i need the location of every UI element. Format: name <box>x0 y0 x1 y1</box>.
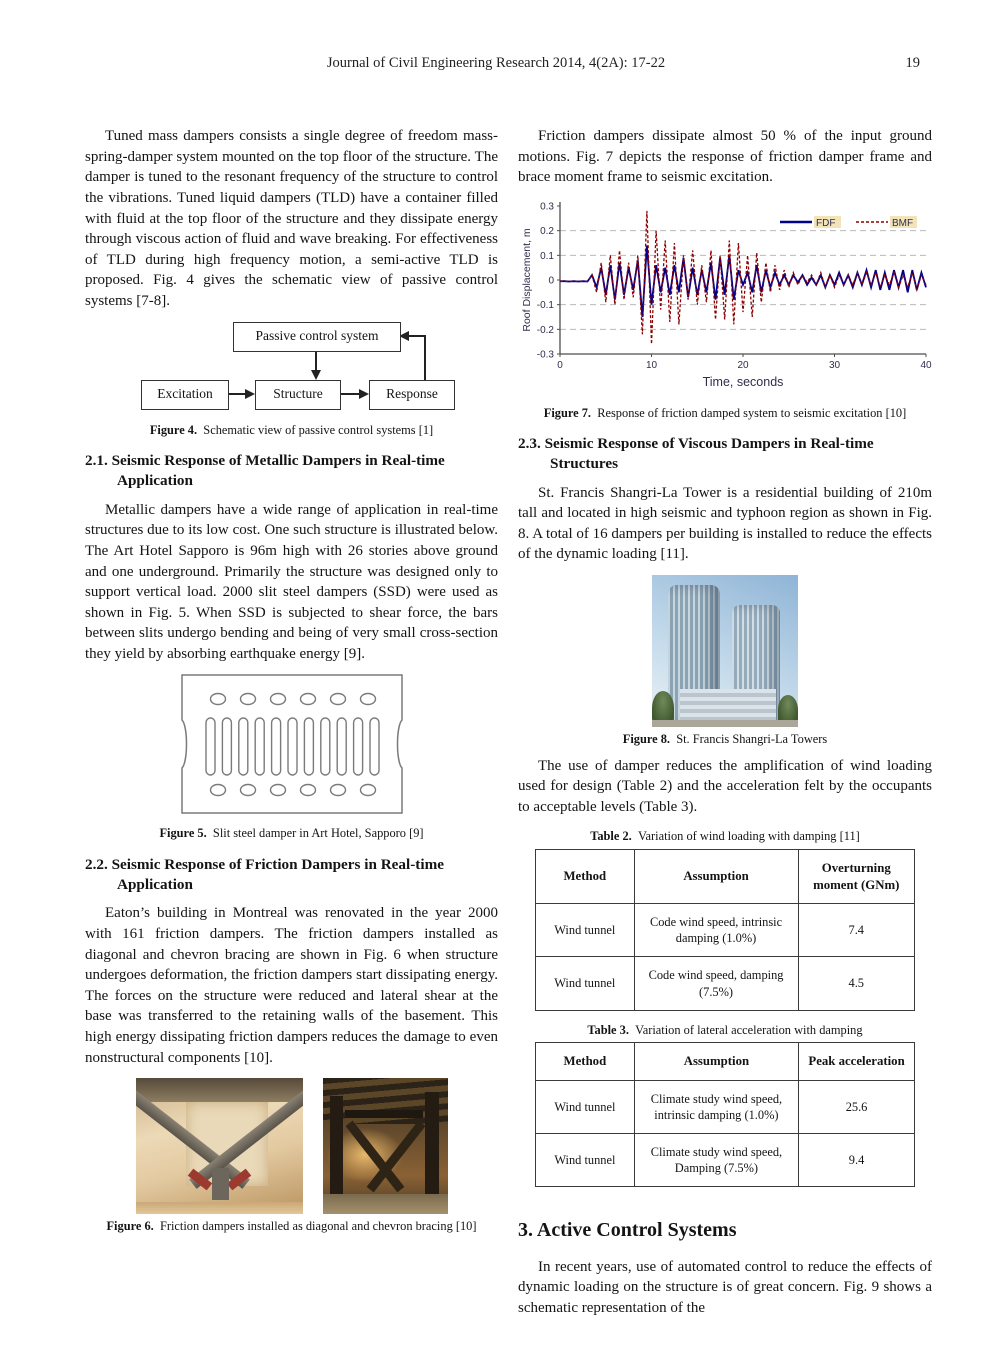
paragraph-st-francis: St. Francis Shangri-La Tower is a residential building of 210m tall and located in high seismic and typhoon region as shown in Fig. 8. A total of 16 dampers per building is installed to reduce the effects of the dynamic loading [11]. <box>518 484 932 563</box>
table-row <box>536 1134 915 1187</box>
svg-text:40: 40 <box>920 359 932 371</box>
table-cell: Climate study wind speed, Damping (7.5%) <box>634 1134 798 1187</box>
flowchart-box-passive-control-system: Passive control system <box>233 322 401 352</box>
table-cell: Code wind speed, damping (7.5%) <box>634 957 798 1010</box>
section-2-1-heading: 2.1. Seismic Response of Metallic Dampers in Real-time Application <box>85 452 445 489</box>
figure7-chart-svg <box>518 196 932 394</box>
svg-text:30: 30 <box>828 359 841 371</box>
table-cell: 7.4 <box>798 904 915 957</box>
paragraph-active-control: In recent years, use of automated control to reduce the effects of dynamic loading on the structure is of great concern. Fig. 9 shows a schematic representation of the <box>518 1258 932 1316</box>
table-cell: Wind tunnel <box>536 957 635 1010</box>
table-header-cell: Assumption <box>634 849 798 903</box>
svg-text:BMF: BMF <box>892 217 914 229</box>
table-header-cell: Peak acceleration <box>799 1043 915 1081</box>
paragraph-tuned-mass-dampers: Tuned mass dampers consists a single degree of freedom mass-spring-damper system mounted on the top floor of the structure. The damper is tuned to the resonant frequency of the structure to control the vibrations. Tuned liquid dampers (TLD) have a container filled with fluid at the top floor of the structure and they dissipate energy through viscous action of fluid and wave breaking. For effectiveness of TLD during high frequency motion, a semi-active TLD is proposed. Fig. 4 gives the schematic view of passive control systems [7-8]. <box>85 128 498 309</box>
table2-caption: Table 2. Variation of wind loading with damping [11] <box>590 829 860 844</box>
table-3 <box>535 1042 915 1187</box>
table-header-cell: Overturning moment (GNm) <box>798 849 915 903</box>
table-header-cell: Method <box>536 1043 635 1081</box>
figure6-photo-diagonal-bracing <box>136 1078 303 1214</box>
table-cell: Wind tunnel <box>536 1080 635 1133</box>
page-number: 19 <box>905 55 920 71</box>
svg-text:Time, seconds: Time, seconds <box>702 374 784 389</box>
figure6-caption: Figure 6. Friction dampers installed as diagonal and chevron bracing [10] <box>106 1219 477 1234</box>
figure6-photos <box>85 1078 498 1214</box>
figure5-drawing <box>179 673 405 822</box>
table-cell: Climate study wind speed, intrinsic damping (1.0%) <box>634 1080 798 1133</box>
svg-text:10: 10 <box>645 359 658 371</box>
svg-text:Roof Displacement, m: Roof Displacement, m <box>521 228 533 332</box>
table-header-cell: Method <box>536 849 635 903</box>
svg-text:0.2: 0.2 <box>540 226 554 238</box>
svg-text:20: 20 <box>737 359 749 371</box>
left-column <box>85 126 498 1243</box>
svg-text:0: 0 <box>548 275 554 287</box>
figure7-chart <box>518 196 932 401</box>
flowchart-box-response: Response <box>369 380 455 410</box>
section-3-heading: 3. Active Control Systems <box>518 1219 737 1242</box>
table-header-cell: Assumption <box>634 1043 798 1081</box>
section-2-2-heading: 2.2. Seismic Response of Friction Dampers in Real-time Application <box>85 855 444 893</box>
table-3-header-row <box>536 1043 915 1081</box>
table-cell: 4.5 <box>798 957 915 1010</box>
table-cell: Wind tunnel <box>536 904 635 957</box>
table-2 <box>535 849 915 1011</box>
right-column <box>518 126 932 1322</box>
svg-text:0.1: 0.1 <box>540 250 554 262</box>
figure4-caption: Figure 4. Schematic view of passive control systems [1] <box>149 422 434 437</box>
paragraph-friction-dampers: Friction dampers dissipate almost 50 % of the input ground motions. Fig. 7 depicts the response of friction damper frame and brace moment frame to seismic excitation. <box>518 128 932 186</box>
table-cell: Code wind speed, intrinsic damping (1.0%) <box>634 904 798 957</box>
slit-steel-damper-drawing <box>179 673 405 815</box>
table-2-header-row <box>536 849 915 903</box>
paragraph-damper-use: The use of damper reduces the amplification of wind loading used for design (Table 2) and the acceleration felt by the occupants to acceptable levels (Table 3). <box>518 757 932 815</box>
table-row <box>536 957 915 1010</box>
table-row <box>536 904 915 957</box>
svg-text:0.3: 0.3 <box>540 201 554 213</box>
flowchart-box-structure: Structure <box>255 380 341 410</box>
table-cell: 25.6 <box>799 1080 915 1133</box>
journal-header: Journal of Civil Engineering Research 2014, 4(2A): 17-22 <box>326 55 666 71</box>
svg-text:-0.1: -0.1 <box>536 300 554 312</box>
svg-text:0: 0 <box>557 359 563 371</box>
table3-caption: Table 3. Variation of lateral acceleration with damping <box>587 1022 863 1037</box>
section-2-3-heading: 2.3. Seismic Response of Viscous Dampers in Real-time Structures <box>518 435 874 472</box>
flowchart-box-excitation: Excitation <box>141 380 229 410</box>
svg-text:FDF: FDF <box>816 217 836 229</box>
figure8-caption: Figure 8. St. Francis Shangri-La Towers <box>622 732 828 746</box>
figure5-caption: Figure 5. Slit steel damper in Art Hotel, Sapporo [9] <box>159 826 424 841</box>
figure6-photo-chevron-bracing <box>323 1078 448 1214</box>
paragraph-eatons-building: Eaton’s building in Montreal was renovated in the year 2000 with 161 friction dampers. The friction dampers installed as diagonal and chevron bracing are shown in Fig. 6 when structure undergoes deformation, the friction dampers start dissipating energy. The forces on the structure were reduced and lateral shear at the base was transferred to the retaining walls of the basement. This high energy dissipating friction dampers reduces the damage to even nonstructural components [10]. <box>85 905 498 1066</box>
paragraph-metallic-dampers: Metallic dampers have a wide range of application in real-time structures due to its low cost. One such structure is illustrated below. The Art Hotel Sapporo is 96m high with 26 stories above ground and one underground. Primarily the structure was designed only to support vertical load. 2000 slit steel dampers (SSD) were used as shown in Fig. 5. When SSD is subjected to shear force, the bars between slits undergo bending and being of very small cross-section they yield by absorbing earthquake energy [9]. <box>85 501 498 662</box>
table-row <box>536 1080 915 1133</box>
svg-text:-0.3: -0.3 <box>536 349 554 361</box>
table-cell: 9.4 <box>799 1134 915 1187</box>
figure7-caption: Figure 7. Response of friction damped system to seismic excitation [10] <box>543 405 907 420</box>
figure4-flowchart <box>85 322 497 418</box>
figure8-photo-towers <box>652 575 798 727</box>
table-cell: Wind tunnel <box>536 1134 635 1187</box>
svg-text:-0.2: -0.2 <box>536 324 554 336</box>
